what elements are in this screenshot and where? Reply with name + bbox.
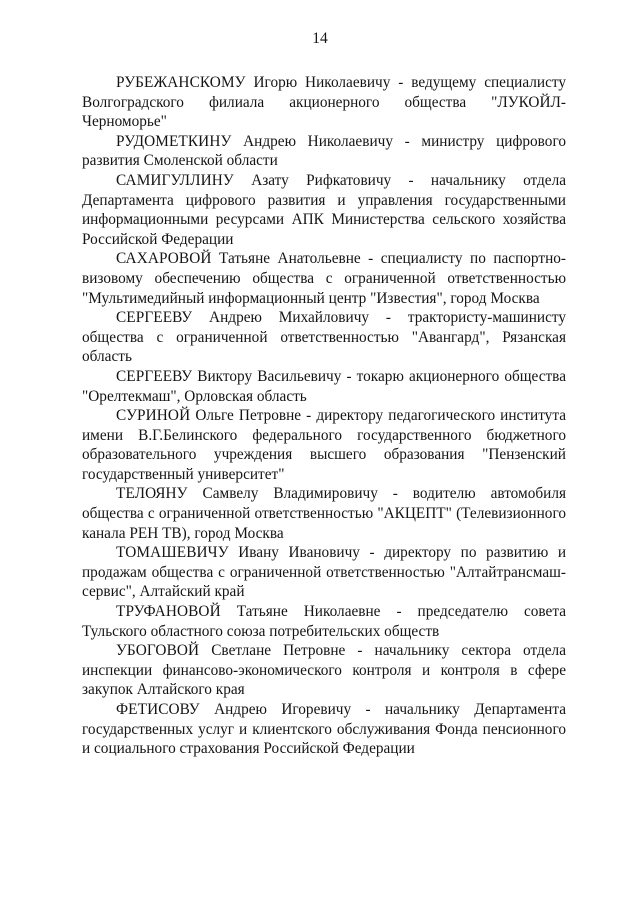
person-surname: РУДОМЕТКИНУ [116,132,232,150]
person-details: Татьяне Николаевне - председателю совета Тульского областного союза потребительских обществ [82,603,567,640]
person-details: Андрею Михайловичу - трактористу-машинисту общества с ограниченной ответственностью "Авангард", Рязанская область [82,309,566,366]
list-item [82,132,566,171]
person-details: Игорю Николаевичу - ведущему специалисту Волгоградского филиала акционерного общества "ЛУКОЙЛ-Черноморье" [82,74,566,131]
person-details: Андрею Николаевичу - министру цифрового развития Смоленской области [82,132,566,170]
list-item [82,308,566,367]
person-details: Ивану Ивановичу - директору по развитию и продажам общества с ограниченной ответственностью "Алтайтрансмаш-сервис", Алтайский край [82,544,567,601]
person-surname: УБОГОВОЙ [116,642,200,660]
person-surname: ТОМАШЕВИЧУ [116,544,229,562]
person-surname: ТЕЛОЯНУ [116,485,188,503]
person-surname: САХАРОВОЙ [116,250,212,268]
person-details: Азату Рифкатовичу - начальнику отдела Департамента цифрового развития и управления государственными информационными ресурсами АПК Министерства сельского хозяйства Российской Федерации [82,171,567,248]
person-details: Светлане Петровне - начальнику сектора отдела инспекции финансово-экономического контроля и контроля в сфере закупок Алтайского края [82,642,566,699]
page-number: 14 [312,30,328,47]
list-item [82,484,566,543]
list-item [82,700,566,759]
person-details: Виктору Васильевичу - токарю акционерного общества "Орелтекмаш", Орловская область [82,367,566,405]
list-item [82,171,566,249]
person-details: Ольге Петровне - директору педагогического института имени В.Г.Белинского федерального государственного бюджетного образовательного учреждения высшего образования "Пензенский государственный университет" [82,407,566,483]
person-surname: САМИГУЛЛИНУ [116,171,234,189]
list-item [82,249,566,308]
person-details: Самвелу Владимировичу - водителю автомобиля общества с ограниченной ответственностью "АКЦЕПТ" (Телевизионного канала РЕН ТВ), город Москва [82,485,567,542]
award-list [82,73,566,759]
list-item [82,406,566,484]
list-item [82,641,566,700]
person-surname: РУБЕЖАНСКОМУ [116,74,246,91]
person-details: Татьяне Анатольевне - специалисту по паспортно-визовому обеспечению общества с ограниченной ответственностью "Мультимедийный информационный центр "Известия", город Москва [82,250,566,307]
list-item [82,602,566,641]
person-surname: СУРИНОЙ [116,407,191,425]
person-surname: ФЕТИСОВУ [116,701,200,718]
person-surname: ТРУФАНОВОЙ [116,603,221,621]
person-surname: СЕРГЕЕВУ [116,309,193,327]
person-surname: СЕРГЕЕВУ [116,367,193,385]
list-item [82,543,566,602]
list-item [82,73,566,132]
person-details: Андрею Игоревичу - начальнику Департамента государственных услуг и клиентского обслуживания Фонда пенсионного и социального страхования Российской Федерации [82,701,566,758]
list-item [82,367,566,406]
